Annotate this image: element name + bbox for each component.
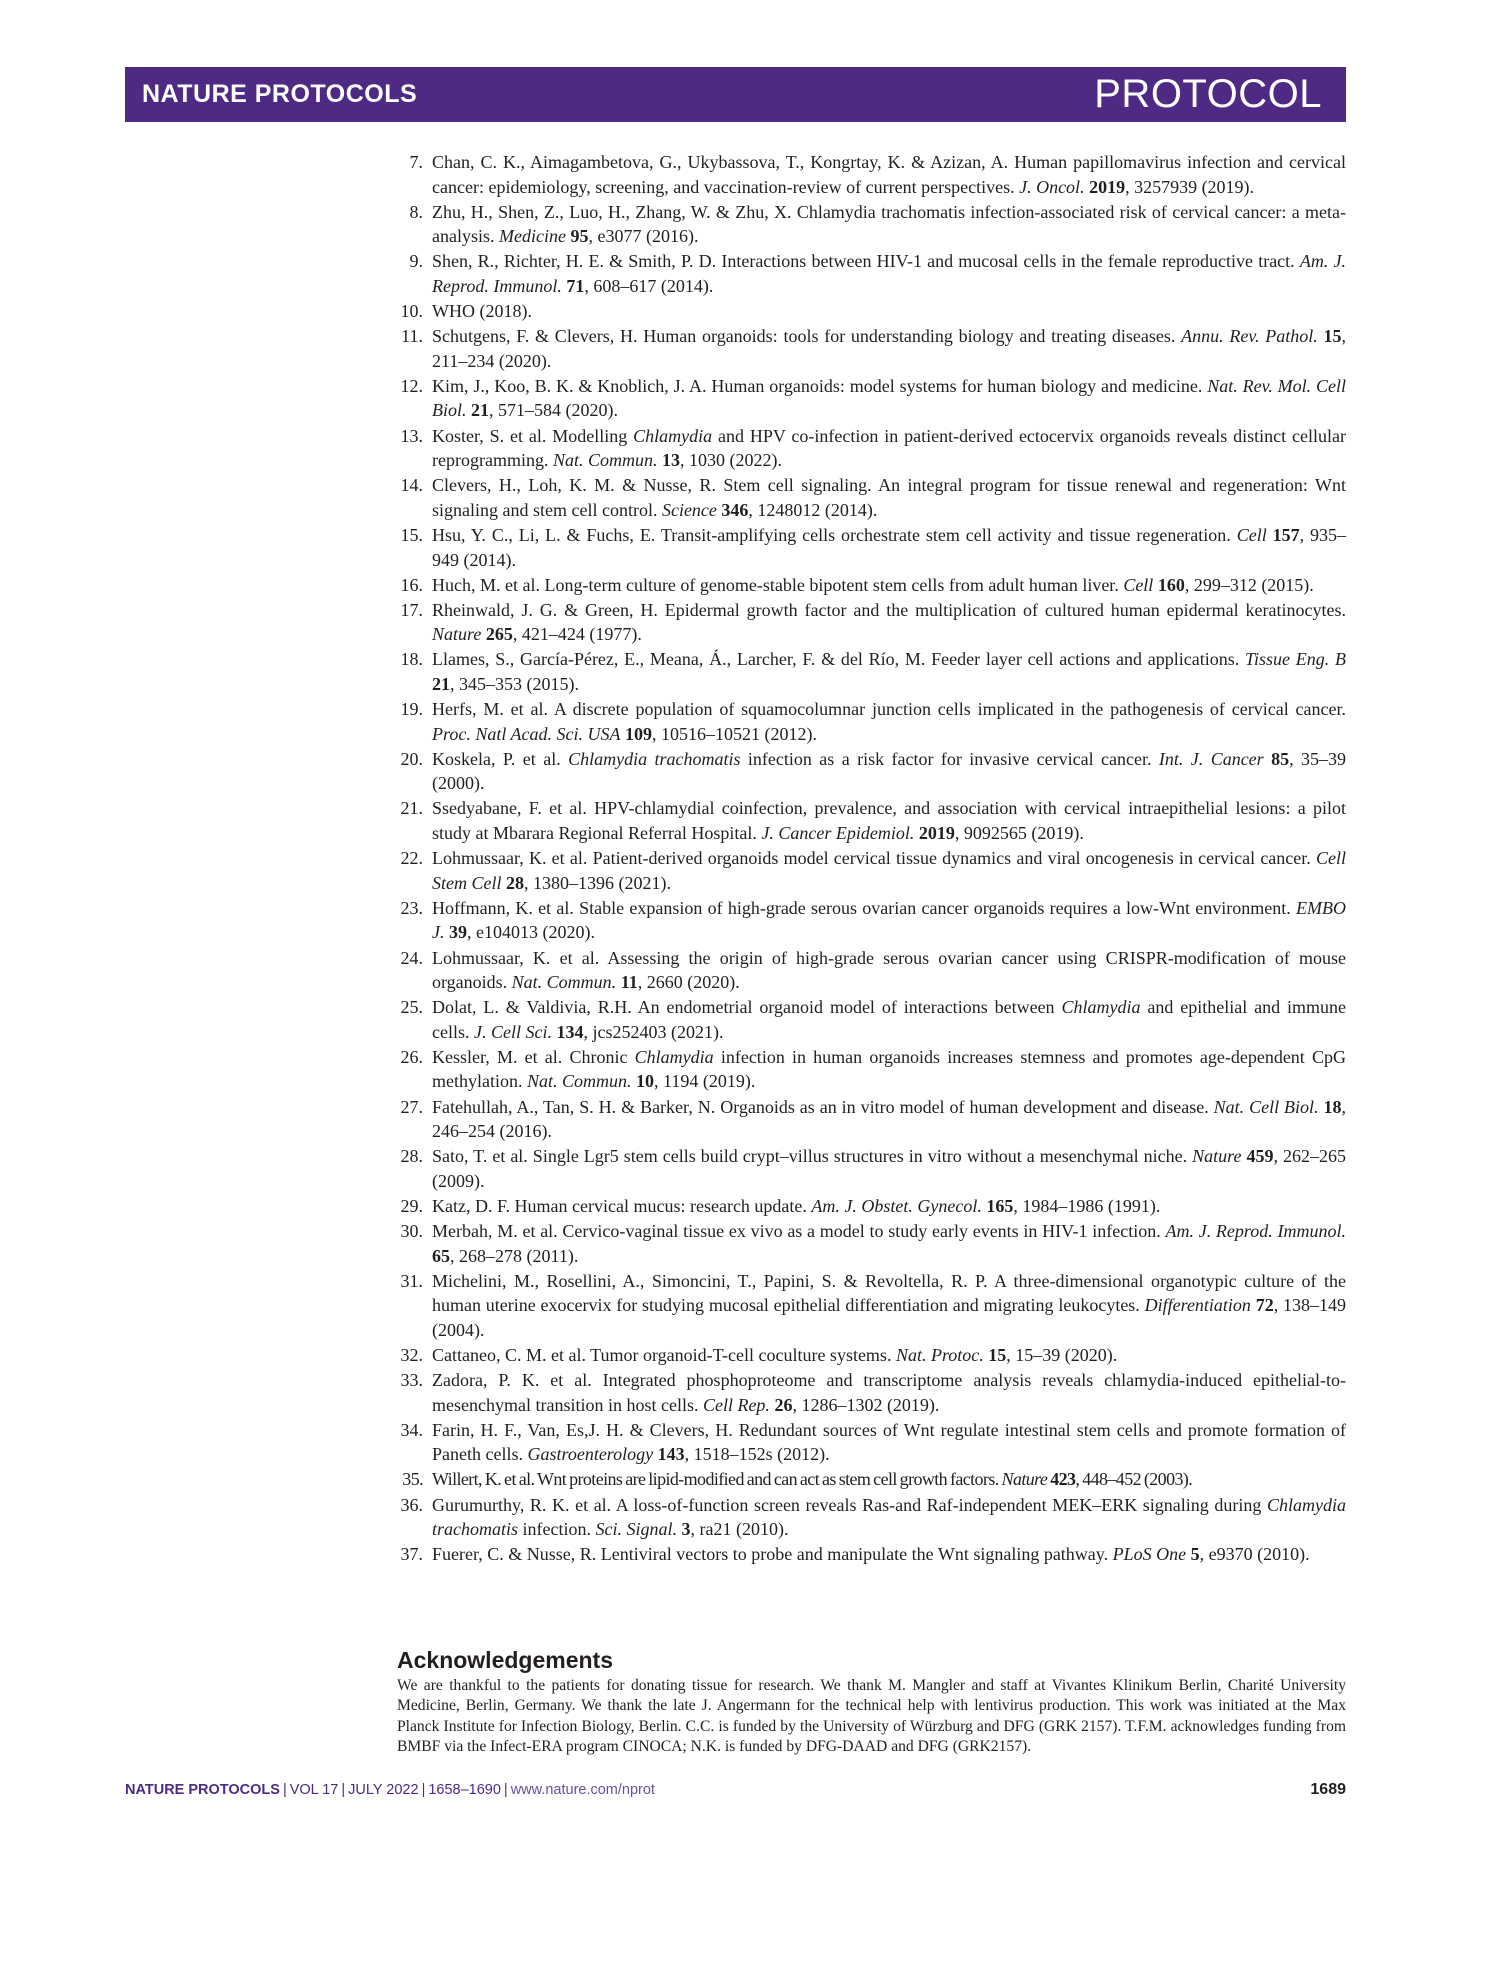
- reference-volume: 3: [681, 1519, 691, 1540]
- reference-text: Cattaneo, C. M. et al. Tumor organoid-T-cell coculture systems.: [432, 1345, 896, 1365]
- reference-journal: J. Cancer Epidemiol.: [761, 823, 915, 844]
- reference-list: [395, 150, 1346, 1567]
- reference-journal: J. Oncol.: [1019, 176, 1085, 197]
- reference-number: 12.: [400, 375, 423, 396]
- reference-text: , 608–617 (2014).: [584, 275, 714, 296]
- reference-volume: 65: [432, 1245, 450, 1266]
- reference-journal: Annu. Rev. Pathol.: [1181, 326, 1318, 347]
- reference-volume: 39: [449, 922, 467, 943]
- reference-number: 29.: [400, 1195, 423, 1216]
- reference-volume: 157: [1272, 524, 1300, 545]
- reference-text: , 10516–10521 (2012).: [651, 723, 817, 744]
- reference-text: Shen, R., Richter, H. E. & Smith, P. D. Interactions between HIV-1 and mucosal cells in the female reproductive tract.: [432, 251, 1300, 272]
- reference-text: , 9092565 (2019).: [954, 823, 1084, 844]
- reference-item: [395, 747, 1346, 796]
- reference-text: , 1518–152s (2012).: [684, 1444, 830, 1465]
- reference-number: 31.: [400, 1270, 423, 1291]
- reference-journal: Gastroenterology: [527, 1444, 654, 1465]
- reference-journal: Cell: [1123, 574, 1154, 595]
- reference-text: Hsu, Y. C., Li, L. & Fuchs, E. Transit-amplifying cells orchestrate stem cell activity and tissue regeneration.: [432, 524, 1237, 545]
- reference-number: 36.: [400, 1494, 423, 1515]
- reference-text: , 2660 (2020).: [637, 972, 740, 993]
- reference-number: 13.: [400, 425, 423, 446]
- footer-pages: 1658–1690: [428, 1782, 501, 1798]
- reference-item: [395, 1418, 1346, 1467]
- reference-number: 17.: [400, 599, 423, 620]
- reference-journal: Science: [661, 499, 717, 520]
- reference-number: 24.: [400, 947, 423, 968]
- reference-text: Merbah, M. et al. Cervico-vaginal tissue ex vivo as a model to study early events in HIV-1 infection.: [432, 1221, 1166, 1242]
- reference-volume: 71: [566, 275, 585, 296]
- reference-volume: 346: [721, 499, 749, 520]
- footer-url-link[interactable]: www.nature.com/nprot: [510, 1782, 655, 1798]
- reference-text: Zadora, P. K. et al. Integrated phosphoproteome and transcriptome analysis reveals chlamydia-induced epithelial-to-mesenchymal transition in host cells.: [432, 1370, 1346, 1415]
- reference-item: [395, 946, 1346, 995]
- article-type: PROTOCOL: [1094, 72, 1322, 116]
- reference-text: Hoffmann, K. et al. Stable expansion of high-grade serous ovarian cancer organoids requires a low-Wnt environment.: [432, 897, 1297, 918]
- reference-journal: Am. J. Obstet. Gynecol.: [811, 1195, 982, 1216]
- reference-item: [395, 249, 1346, 298]
- reference-journal: Medicine: [499, 226, 566, 247]
- reference-text: and HPV co-infection in patient-derived ectocervix organoids reveals distinct cellular reprogramming.: [432, 425, 1346, 471]
- reference-volume: 85: [1271, 748, 1290, 769]
- reference-item: [395, 1219, 1346, 1268]
- reference-journal: EMBO J.: [432, 897, 1346, 943]
- reference-number: 34.: [400, 1419, 423, 1440]
- reference-volume: 2019: [918, 823, 955, 844]
- page-footer: [125, 1781, 1346, 1799]
- reference-text: Fatehullah, A., Tan, S. H. & Barker, N. Organoids as an in vitro model of human development and disease.: [432, 1096, 1214, 1117]
- reference-journal: Chlamydia: [633, 425, 713, 446]
- reference-item: [395, 995, 1346, 1044]
- reference-journal: Nat. Commun.: [526, 1071, 632, 1092]
- reference-item: [395, 424, 1346, 473]
- reference-volume: 15: [1323, 326, 1342, 347]
- reference-item: [395, 697, 1346, 746]
- reference-text: Lohmussaar, K. et al. Patient-derived organoids model cervical tissue dynamics and viral oncogenesis in cervical cancer.: [432, 848, 1316, 869]
- reference-journal: J. Cell Sci.: [474, 1021, 552, 1042]
- reference-text: Zhu, H., Shen, Z., Luo, H., Zhang, W. & Zhu, X. Chlamydia trachomatis infection-associated risk of cervical cancer: a meta-analysis.: [432, 201, 1346, 247]
- reference-volume: 2019: [1089, 176, 1126, 197]
- reference-text: Farin, H. F., Van, Es,J. H. & Clevers, H. Redundant sources of Wnt regulate intestinal stem cells and promote formation of Paneth cells.: [432, 1419, 1346, 1465]
- reference-volume: 28: [506, 872, 524, 893]
- reference-journal: Am. J. Reprod. Immunol.: [1165, 1221, 1346, 1242]
- reference-volume: 5: [1190, 1544, 1200, 1565]
- reference-journal: Nat. Cell Biol.: [1213, 1096, 1319, 1117]
- reference-journal: Nature: [1192, 1146, 1242, 1167]
- reference-text: , e9370 (2010).: [1199, 1544, 1310, 1565]
- reference-text: , 1194 (2019).: [654, 1071, 756, 1092]
- reference-journal: Cell Rep.: [702, 1394, 770, 1415]
- reference-text: WHO (2018).: [432, 301, 532, 322]
- reference-journal: Nature: [1001, 1469, 1048, 1490]
- reference-text: Michelini, M., Rosellini, A., Simoncini, T., Papini, S. & Revoltella, R. P. A three-dimensional organotypic culture of the human uterine exocervix for studying mucosal epithelial differentiation and migrating leukocytes.: [432, 1270, 1346, 1316]
- reference-volume: 165: [986, 1195, 1014, 1216]
- footer-issue: JULY 2022: [348, 1782, 419, 1798]
- reference-text: Llames, S., García-Pérez, E., Meana, Á., Larcher, F. & del Río, M. Feeder layer cell actions and applications.: [432, 649, 1245, 670]
- reference-volume: 423: [1050, 1469, 1076, 1490]
- reference-item: [395, 796, 1346, 845]
- reference-text: [1264, 749, 1271, 769]
- reference-text: Herfs, M. et al. A discrete population of squamocolumnar junction cells implicated in the pathogenesis of cervical cancer.: [432, 699, 1346, 720]
- reference-journal: Sci. Signal.: [595, 1519, 677, 1540]
- reference-item: [395, 846, 1346, 895]
- reference-number: 33.: [400, 1370, 423, 1391]
- reference-journal: Proc. Natl Acad. Sci. USA: [432, 723, 621, 744]
- reference-item: [395, 1045, 1346, 1094]
- reference-number: 25.: [400, 997, 423, 1018]
- reference-volume: 134: [556, 1021, 584, 1042]
- reference-item: [395, 200, 1346, 249]
- reference-journal: Nat. Commun.: [511, 972, 617, 993]
- reference-journal: Differentiation: [1144, 1295, 1251, 1316]
- reference-item: [395, 299, 1346, 324]
- reference-text: , 15–39 (2020).: [1006, 1345, 1118, 1365]
- reference-number: 22.: [400, 848, 423, 869]
- reference-item: [395, 150, 1346, 199]
- reference-text: Schutgens, F. & Clevers, H. Human organoids: tools for understanding biology and treating diseases.: [432, 326, 1182, 347]
- reference-text: , 246–254 (2016).: [432, 1096, 1346, 1142]
- reference-text: Kim, J., Koo, B. K. & Knoblich, J. A. Human organoids: model systems for human biology and medicine.: [432, 375, 1208, 396]
- reference-text: , 211–234 (2020).: [432, 326, 1346, 371]
- reference-item: [395, 1269, 1346, 1343]
- reference-item: [395, 374, 1346, 423]
- reference-text: , 421–424 (1977).: [512, 624, 642, 645]
- reference-text: , e3077 (2016).: [588, 226, 699, 247]
- journal-name: NATURE PROTOCOLS: [142, 80, 418, 108]
- reference-number: 8.: [409, 201, 423, 222]
- reference-text: Gurumurthy, R. K. et al. A loss-of-function screen reveals Ras-and Raf-independent MEK–ERK signaling during: [432, 1494, 1267, 1515]
- reference-text: , 1286–1302 (2019).: [792, 1394, 940, 1415]
- reference-volume: 109: [624, 723, 652, 744]
- reference-item: [395, 1095, 1346, 1144]
- reference-journal: Chlamydia trachomatis: [568, 748, 741, 769]
- reference-text: Sato, T. et al. Single Lgr5 stem cells build crypt–villus structures in vitro without a mesenchymal niche.: [432, 1146, 1193, 1167]
- reference-text: , jcs252403 (2021).: [583, 1021, 724, 1042]
- reference-journal: Chlamydia: [634, 1046, 714, 1067]
- reference-text: Koskela, P. et al.: [432, 748, 569, 769]
- reference-number: 37.: [400, 1544, 423, 1565]
- reference-text: , 448–452 (2003).: [1075, 1469, 1193, 1490]
- reference-number: 27.: [400, 1096, 423, 1117]
- reference-text: Willert, K. et al. Wnt proteins are lipid-modified and can act as stem cell growth factors.: [432, 1469, 1002, 1490]
- journal-header-bar: [125, 67, 1346, 122]
- reference-text: , 268–278 (2011).: [450, 1245, 579, 1266]
- reference-volume: 21: [432, 673, 450, 694]
- footer-citation: NATURE PROTOCOLS | VOL 17 | JULY 2022 | 1658–1690 | www.nature.com/nprot: [125, 1782, 655, 1798]
- reference-text: , ra21 (2010).: [690, 1519, 789, 1540]
- reference-text: Ssedyabane, F. et al. HPV-chlamydial coinfection, prevalence, and association with cervical intraepithelial lesions: a pilot study at Mbarara Regional Referral Hospital.: [432, 798, 1346, 844]
- reference-text: , 262–265 (2009).: [432, 1146, 1346, 1191]
- reference-item: [395, 896, 1346, 945]
- reference-text: Dolat, L. & Valdivia, R.H. An endometrial organoid model of interactions between: [432, 997, 1062, 1018]
- footer-journal: NATURE PROTOCOLS: [125, 1782, 280, 1798]
- reference-text: infection in human organoids increases stemness and promotes age-dependent CpG methylation.: [432, 1046, 1346, 1092]
- reference-volume: 72: [1255, 1295, 1274, 1316]
- reference-item: [395, 1144, 1346, 1193]
- reference-number: 19.: [400, 699, 423, 720]
- reference-text: , 1030 (2022).: [679, 450, 782, 471]
- reference-volume: 15: [988, 1345, 1007, 1365]
- reference-text: , e104013 (2020).: [467, 922, 595, 943]
- reference-item: [395, 324, 1346, 373]
- reference-item: [395, 1343, 1346, 1368]
- reference-number: 20.: [400, 748, 423, 769]
- page-number: 1689: [1310, 1781, 1346, 1798]
- acknowledgements-heading: Acknowledgements: [397, 1647, 613, 1673]
- reference-journal: Nat. Protoc.: [895, 1345, 984, 1365]
- reference-journal: Tissue Eng. B: [1244, 649, 1346, 670]
- reference-number: 14.: [400, 475, 423, 496]
- reference-number: 15.: [400, 524, 423, 545]
- reference-number: 28.: [400, 1146, 423, 1167]
- reference-text: Fuerer, C. & Nusse, R. Lentiviral vectors to probe and manipulate the Wnt signaling pathway.: [432, 1544, 1113, 1565]
- reference-number: 18.: [400, 649, 423, 670]
- reference-text: , 3257939 (2019).: [1125, 176, 1255, 197]
- reference-number: 9.: [409, 251, 423, 272]
- reference-text: infection as a risk factor for invasive cervical cancer.: [740, 748, 1159, 769]
- reference-journal: Int. J. Cancer: [1158, 748, 1264, 769]
- reference-volume: 459: [1246, 1146, 1274, 1167]
- reference-journal: Chlamydia: [1061, 997, 1141, 1018]
- reference-text: Clevers, H., Loh, K. M. & Nusse, R. Stem cell signaling. An integral program for tissue renewal and regeneration: Wnt signaling and stem cell control.: [432, 475, 1346, 520]
- reference-item: [395, 523, 1346, 572]
- reference-number: 7.: [409, 152, 423, 172]
- reference-number: 26.: [400, 1046, 423, 1067]
- reference-item: [395, 1194, 1346, 1219]
- reference-journal: Cell: [1236, 524, 1267, 545]
- reference-volume: 13: [661, 450, 680, 471]
- reference-text: Rheinwald, J. G. & Green, H. Epidermal growth factor and the multiplication of cultured human epidermal keratinocytes.: [432, 599, 1346, 620]
- reference-text: , 345–353 (2015).: [450, 673, 579, 694]
- reference-volume: 95: [570, 226, 589, 247]
- reference-text: Chan, C. K., Aimagambetova, G., Ukybassova, T., Kongrtay, K. & Azizan, A. Human papillomavirus infection and cervical cancer: epidemiology, screening, and vaccination-review of current perspectives.: [432, 152, 1346, 197]
- reference-text: infection.: [518, 1519, 596, 1540]
- reference-text: , 1248012 (2014).: [748, 499, 878, 520]
- reference-item: [395, 1467, 1346, 1492]
- reference-volume: 143: [657, 1444, 685, 1465]
- reference-text: Huch, M. et al. Long-term culture of genome-stable bipotent stem cells from adult human liver.: [432, 574, 1124, 595]
- reference-volume: 160: [1157, 574, 1185, 595]
- reference-text: Katz, D. F. Human cervical mucus: research update.: [432, 1195, 812, 1216]
- reference-volume: 10: [636, 1071, 654, 1092]
- reference-text: Kessler, M. et al. Chronic: [432, 1046, 635, 1067]
- reference-item: [395, 573, 1346, 598]
- reference-number: 10.: [400, 301, 423, 322]
- reference-text: , 1380–1396 (2021).: [524, 872, 671, 893]
- reference-text: , 35–39 (2000).: [432, 748, 1346, 794]
- reference-item: [395, 473, 1346, 522]
- reference-journal: Cell Stem Cell: [432, 848, 1346, 893]
- reference-item: [395, 1542, 1346, 1567]
- reference-text: and epithelial and immune cells.: [432, 997, 1346, 1042]
- reference-number: 11.: [401, 326, 423, 347]
- reference-text: , 935–949 (2014).: [432, 524, 1347, 570]
- reference-volume: 265: [485, 624, 513, 645]
- reference-volume: 18: [1323, 1096, 1342, 1117]
- reference-journal: Am. J. Reprod. Immunol.: [432, 251, 1346, 296]
- reference-text: Lohmussaar, K. et al. Assessing the origin of high-grade serous ovarian cancer using CRISPR-modification of mouse organoids.: [432, 947, 1346, 993]
- reference-number: 35.: [402, 1469, 423, 1490]
- reference-number: 16.: [400, 574, 423, 595]
- reference-item: [395, 1368, 1346, 1417]
- reference-item: [395, 598, 1346, 647]
- reference-journal: Nature: [432, 624, 482, 645]
- reference-volume: 21: [471, 400, 489, 421]
- reference-number: 30.: [400, 1221, 423, 1242]
- reference-journal: Nat. Commun.: [552, 450, 658, 471]
- reference-journal: Chlamydia trachomatis: [432, 1494, 1346, 1540]
- reference-item: [395, 1493, 1346, 1542]
- acknowledgements-body: We are thankful to the patients for donating tissue for research. We thank M. Mangler and staff at Vivantes Klinikum Berlin, Charité University Medicine, Berlin, Germany. We thank the late J. Angermann for the technical help with lentivirus production. This work was initiated at the Max Planck Institute for Infection Biology, Berlin. C.C. is funded by the University of Würzburg and DFG (GRK 2157). T.F.M. acknowledges funding from BMBF via the Infect-ERA program CINOCA; N.K. is funded by DFG-DAAD and DFG (GRK2157).: [397, 1677, 1346, 1756]
- reference-text: , 299–312 (2015).: [1184, 574, 1314, 595]
- reference-number: 32.: [400, 1345, 423, 1365]
- reference-volume: 26: [774, 1394, 793, 1415]
- reference-volume: 11: [620, 972, 638, 993]
- reference-number: 23.: [400, 897, 423, 918]
- reference-text: , 138–149 (2004).: [432, 1295, 1347, 1340]
- reference-text: , 571–584 (2020).: [489, 400, 618, 421]
- reference-text: , 1984–1986 (1991).: [1013, 1195, 1161, 1216]
- reference-journal: PLoS One: [1112, 1544, 1187, 1565]
- footer-volume: VOL 17: [289, 1782, 339, 1798]
- reference-text: Koster, S. et al. Modelling: [432, 425, 634, 446]
- reference-journal: Nat. Rev. Mol. Cell Biol.: [432, 375, 1346, 421]
- reference-item: [395, 647, 1346, 696]
- reference-number: 21.: [400, 798, 423, 819]
